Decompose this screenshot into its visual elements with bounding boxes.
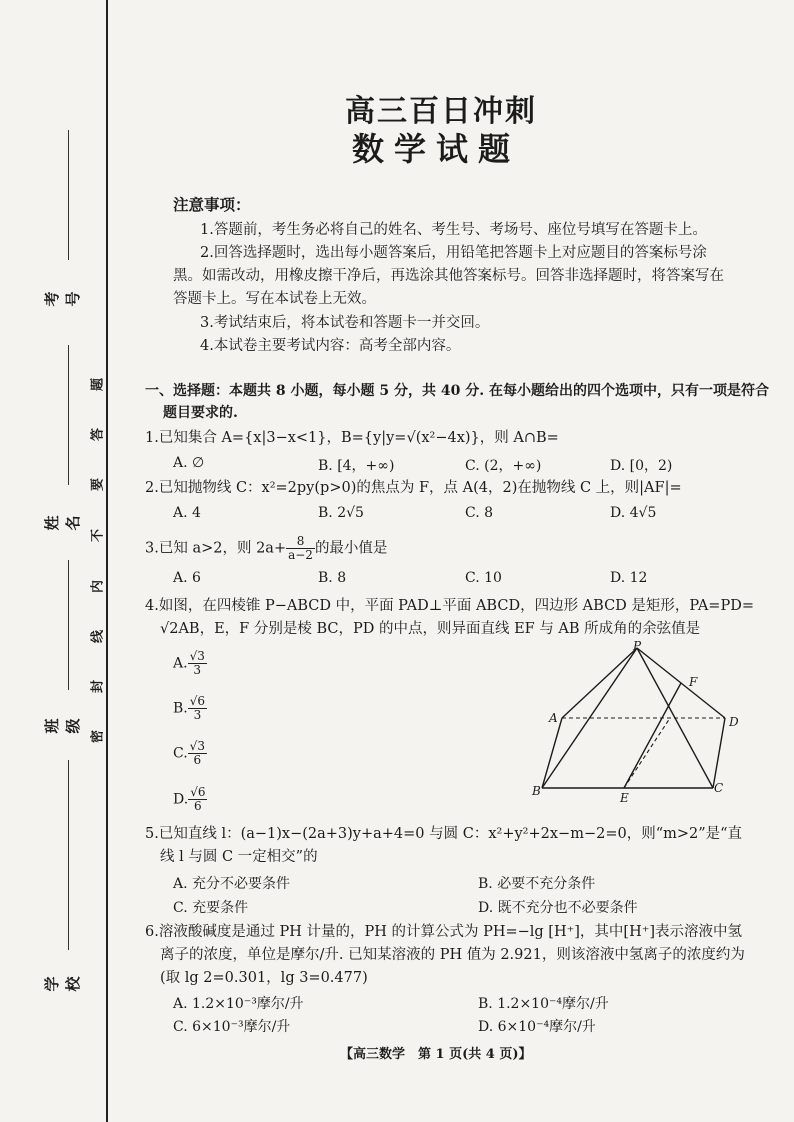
seal-char: 题 (90, 378, 106, 392)
seal-char: 封 (90, 680, 106, 694)
q3-stem-post: 的最小值是 (314, 540, 388, 557)
q2-option-a: A. 4 (173, 505, 201, 521)
q4-c-num: √3 (189, 739, 205, 753)
label-class: 班级 (43, 718, 82, 734)
q2-option-d: D. 4√5 (610, 505, 657, 521)
school-blank[interactable] (68, 760, 69, 950)
question-6-stem-cont2: (取 lg 2=0.301，lg 3=0.477) (160, 970, 368, 986)
notice-item: 2.回答选择题时，选出每小题答案后，用铅笔把答题卡上对应题目的答案标号涂 (200, 245, 707, 261)
section-heading-cont: 题目要求的. (163, 405, 238, 421)
q4-d-den: 6 (194, 799, 202, 813)
label-p: P (633, 640, 642, 653)
q6-option-b: B. 1.2×10⁻⁴摩尔/升 (478, 996, 609, 1012)
question-6-stem-cont: 离子的浓度，单位是摩尔/升. 已知某溶液的 PH 值为 2.921，则该溶液中氢离子的浓度约为 (160, 947, 745, 963)
seal-char: 要 (90, 478, 106, 492)
page-subtitle: 数学试题 (352, 130, 521, 168)
q1-option-d: D. [0，2) (610, 458, 673, 474)
question-3-stem (145, 535, 387, 562)
q1-option-c: C. (2，+∞) (465, 458, 542, 474)
q2-option-c: C. 8 (465, 505, 494, 521)
q4-option-c-letter: C. (173, 745, 188, 762)
question-5-stem: 5.已知直线 l：(a−1)x−(2a+3)y+a+4=0 与圆 C：x²+y²+2x−m−2=0，则“m>2”是“直 (145, 826, 743, 842)
seal-char: 线 (90, 630, 106, 644)
class-blank[interactable] (68, 560, 69, 690)
seal-char: 答 (90, 428, 106, 442)
notice-heading: 注意事项： (173, 195, 251, 214)
edge-pa (562, 648, 637, 718)
label-b: B (532, 784, 541, 798)
edge-ab (542, 718, 562, 788)
q4-c-den: 6 (193, 753, 202, 767)
notice-item: 1.答题前，考生务必将自己的姓名、考生号、考场号、座位号填写在答题卡上。 (200, 222, 707, 238)
q4-b-num: √6 (189, 694, 206, 708)
label-e: E (620, 791, 629, 805)
q4-d-num: √6 (190, 785, 206, 799)
page-footer: 【高三数学 第 1 页(共 4 页)】 (340, 1047, 532, 1062)
binding-margin (0, 0, 118, 1122)
label-d: D (729, 715, 739, 729)
q6-option-a: A. 1.2×10⁻³摩尔/升 (173, 996, 304, 1012)
q5-option-a: A. 充分不必要条件 (173, 876, 291, 892)
question-6-stem: 6.溶液酸碱度是通过 PH 计量的，PH 的计算公式为 PH=−lg [H⁺]，其中[H⁺]表示溶液中氢 (145, 924, 743, 940)
q4-option-a-letter: A. (173, 655, 188, 672)
label-a: A (549, 711, 558, 725)
question-4-stem: 4.如图，在四棱锥 P−ABCD 中，平面 PAD⊥平面 ABCD，四边形 ABCD 是矩形，PA=PD= (145, 598, 754, 614)
exam-number-blank[interactable] (68, 130, 69, 260)
q3-option-a: A. 6 (173, 570, 201, 586)
q4-option-b (173, 695, 207, 722)
seal-char: 内 (90, 580, 106, 594)
label-exam-number: 考号 (43, 291, 82, 307)
q6-option-c: C. 6×10⁻³摩尔/升 (173, 1019, 291, 1035)
pyramid-figure (530, 640, 745, 805)
notice-item: 3.考试结束后，将本试卷和答题卡一并交回。 (200, 315, 490, 331)
q1-option-b: B. [4，+∞) (318, 458, 395, 474)
label-f: F (689, 675, 698, 689)
q5-option-b: B. 必要不充分条件 (478, 876, 596, 892)
edge-cd (713, 718, 725, 788)
q4-option-d (173, 786, 207, 813)
q4-option-c (173, 740, 207, 767)
section-heading: 一、选择题：本题共 8 小题，每小题 5 分，共 40 分. 在每小题给出的四个选项中，只有一项是符合 (145, 383, 769, 399)
q3-fraction (286, 535, 315, 562)
label-school: 学校 (43, 976, 82, 992)
seal-char: 不 (90, 529, 106, 543)
question-4-stem-cont: √2AB，E，F 分别是棱 BC，PD 的中点，则异面直线 EF 与 AB 所成角的余弦值是 (160, 621, 701, 637)
q6-option-d: D. 6×10⁻⁴摩尔/升 (478, 1019, 596, 1035)
name-blank[interactable] (68, 345, 69, 485)
q2-option-b: B. 2√5 (318, 505, 364, 521)
binding-line (106, 0, 108, 1122)
q4-a-num: √3 (189, 649, 205, 663)
q1-option-a: A. ∅ (173, 455, 205, 471)
question-2-stem: 2.已知抛物线 C：x²=2py(p>0)的焦点为 F，点 A(4，2)在抛物线 C 上，则|AF|= (145, 480, 682, 496)
notice-item: 4.本试卷主要考试内容：高考全部内容。 (200, 338, 461, 354)
q3-option-c: C. 10 (465, 570, 502, 586)
q4-a-den: 3 (193, 663, 202, 677)
notice-item: 黑。如需改动，用橡皮擦干净后，再选涂其他答案标号。回答非选择题时，将答案写在 (173, 268, 724, 284)
seal-char: 密 (90, 730, 106, 744)
q4-option-a (173, 650, 207, 677)
q3-frac-den: a−2 (288, 548, 313, 562)
q4-option-b-letter: B. (173, 700, 188, 717)
question-1-stem: 1.已知集合 A={x|3−x<1}，B={y|y=√(x²−4x)}，则 A∩B= (145, 430, 559, 446)
q3-option-b: B. 8 (318, 570, 347, 586)
label-c: C (714, 781, 724, 795)
q4-b-den: 3 (193, 708, 202, 722)
q3-stem-pre: 3.已知 a>2，则 2a+ (145, 540, 287, 557)
label-name: 姓名 (43, 515, 82, 531)
question-5-stem-cont: 线 l 与圆 C 一定相交”的 (160, 849, 318, 865)
notice-item: 答题卡上。写在本试卷上无效。 (173, 291, 376, 307)
q3-frac-num: 8 (286, 535, 315, 549)
hidden-segment (624, 718, 670, 788)
q3-option-d: D. 12 (610, 570, 648, 586)
page-title: 高三百日冲刺 (345, 94, 537, 129)
q5-option-d: D. 既不充分也不必要条件 (478, 900, 638, 916)
segment-ef (624, 683, 681, 788)
q5-option-c: C. 充要条件 (173, 900, 249, 916)
q4-option-d-letter: D. (173, 791, 189, 808)
